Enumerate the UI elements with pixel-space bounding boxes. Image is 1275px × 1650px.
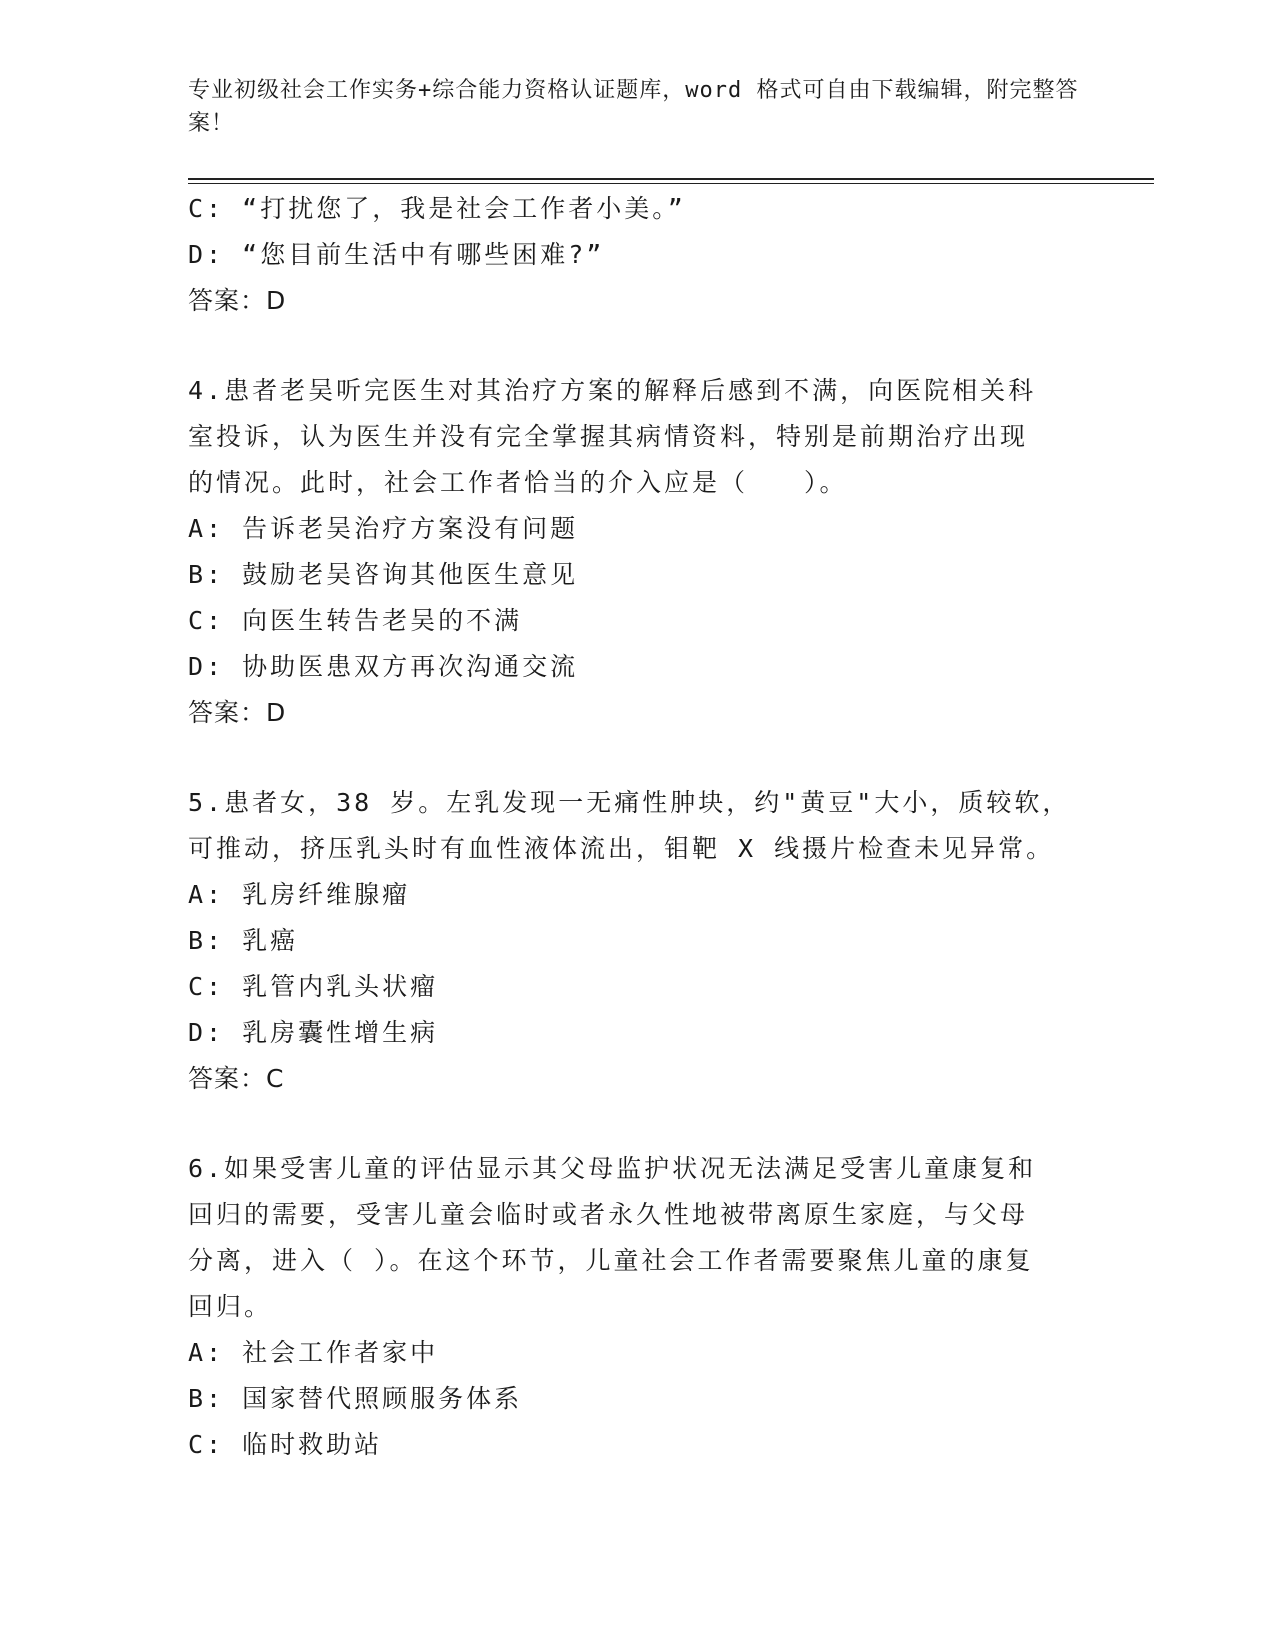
question-4 xyxy=(188,368,1088,736)
spacer xyxy=(188,736,1088,780)
q5-option-b: B: 乳癌 xyxy=(188,926,299,955)
document-header: 专业初级社会工作实务+综合能力资格认证题库，word 格式可自由下载编辑，附完整答案！ xyxy=(188,78,1079,136)
q4-option-d: D: 协助医患双方再次沟通交流 xyxy=(188,652,579,681)
q6-stem-line: 回归的需要，受害儿童会临时或者永久性地被带离原生家庭，与父母 xyxy=(188,1200,1029,1229)
q5-option-d: D: 乳房囊性增生病 xyxy=(188,1018,439,1047)
q5-stem-line: 可推动，挤压乳头时有血性液体流出，钼靶 X 线摄片检查未见异常。 xyxy=(188,834,1055,863)
prev-answer: 答案：D xyxy=(188,286,287,315)
q4-stem-line: 室投诉，认为医生并没有完全掌握其病情资料，特别是前期治疗出现 xyxy=(188,422,1029,451)
q5-stem-line: 5.患者女，38 岁。左乳发现一无痛性肿块，约"黄豆"大小，质较软， xyxy=(188,788,1071,817)
spacer xyxy=(188,1102,1088,1146)
q4-stem-line: 的情况。此时，社会工作者恰当的介入应是（ ）。 xyxy=(188,468,848,497)
header-rule-thin xyxy=(188,183,1154,184)
q5-option-a: A: 乳房纤维腺瘤 xyxy=(188,880,411,909)
q6-stem-line: 回归。 xyxy=(188,1292,273,1321)
q4-option-a: A: 告诉老吴治疗方案没有问题 xyxy=(188,514,579,543)
q6-option-b: B: 国家替代照顾服务体系 xyxy=(188,1384,523,1413)
question-5 xyxy=(188,780,1088,1102)
q4-stem-line: 4.患者老吴听完医生对其治疗方案的解释后感到不满，向医院相关科 xyxy=(188,376,1037,405)
q4-option-c: C: 向医生转告老吴的不满 xyxy=(188,606,523,635)
prev-option-d: D: “您目前生活中有哪些困难?” xyxy=(188,240,605,269)
q5-answer: 答案：C xyxy=(188,1064,285,1093)
prev-option-c: C: “打扰您了，我是社会工作者小美。” xyxy=(188,194,686,223)
q4-option-b: B: 鼓励老吴咨询其他医生意见 xyxy=(188,560,579,589)
q6-option-c: C: 临时救助站 xyxy=(188,1430,383,1459)
header-rule-thick xyxy=(188,178,1154,180)
q6-stem-line: 6.如果受害儿童的评估显示其父母监护状况无法满足受害儿童康复和 xyxy=(188,1154,1037,1183)
question-6 xyxy=(188,1146,1088,1468)
question-content xyxy=(188,186,1088,1468)
q4-answer: 答案：D xyxy=(188,698,287,727)
q6-option-a: A: 社会工作者家中 xyxy=(188,1338,439,1367)
q6-stem-line: 分离，进入（ ）。在这个环节，儿童社会工作者需要聚焦儿童的康复 xyxy=(188,1246,1034,1275)
spacer xyxy=(188,324,1088,368)
q5-option-c: C: 乳管内乳头状瘤 xyxy=(188,972,439,1001)
